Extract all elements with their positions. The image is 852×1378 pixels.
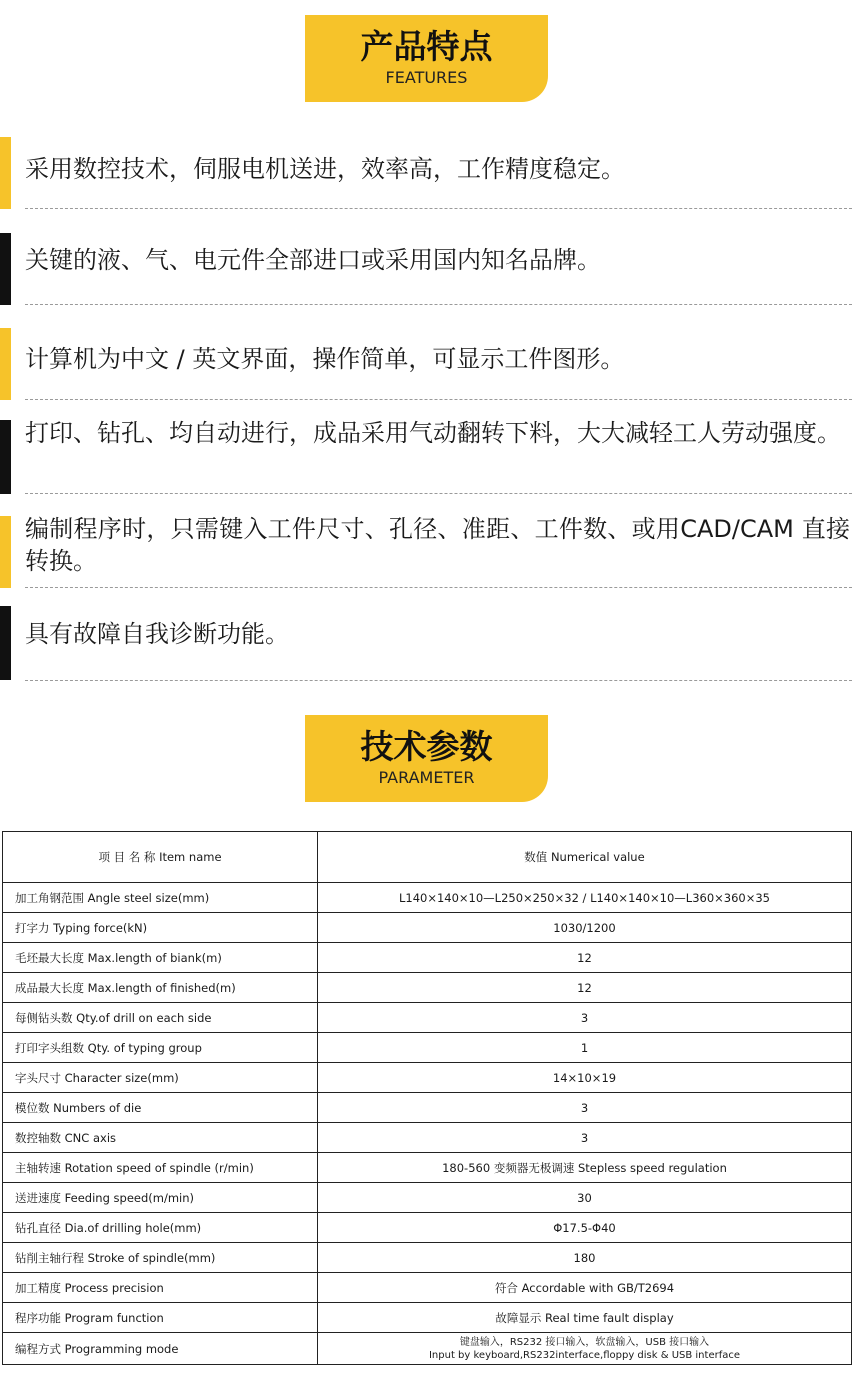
features-title-badge [305,15,548,102]
param-value: 30 [318,1183,852,1213]
header-item-name: 项 目 名 称 Item name [3,832,318,883]
table-row [3,1243,852,1273]
feature-bar [0,420,11,494]
param-item-name: 打印字头组数 Qty. of typing group [3,1033,318,1063]
feature-bar [0,233,11,305]
param-value: 180-560 变频器无极调速 Stepless speed regulation [318,1153,852,1183]
param-value: 12 [318,943,852,973]
feature-text-3: 计算机为中文 / 英文界面，操作简单，可显示工件图形。 [25,345,625,373]
param-item-name: 毛坯最大长度 Max.length of biank(m) [3,943,318,973]
param-value: 故障显示 Real time fault display [318,1303,852,1333]
param-value: 3 [318,1093,852,1123]
feature-text-5: 编制程序时，只需键入工件尺寸、孔径、准距、工件数、或用CAD/CAM 直接转换。 [25,515,850,575]
table-row [3,943,852,973]
param-value: 1030/1200 [318,913,852,943]
table-row [3,883,852,913]
feature-bar [0,328,11,400]
feature-divider [25,587,852,588]
feature-text-1: 采用数控技术，伺服电机送进，效率高，工作精度稳定。 [25,155,625,183]
param-value: 180 [318,1243,852,1273]
table-row [3,1003,852,1033]
parameter-title-en: PARAMETER [378,768,475,787]
feature-divider [25,399,852,400]
feature-item-4 [0,420,852,494]
feature-item-1 [0,137,852,209]
param-value: 3 [318,1003,852,1033]
table-row [3,1333,852,1365]
table-row [3,913,852,943]
table-row [3,1033,852,1063]
parameter-title-badge [305,715,548,802]
feature-bar [0,137,11,209]
feature-divider [25,493,852,494]
param-item-name: 字头尺寸 Character size(mm) [3,1063,318,1093]
table-row [3,1183,852,1213]
table-row [3,1213,852,1243]
param-value [318,1333,852,1365]
param-item-name: 加工精度 Process precision [3,1273,318,1303]
param-item-name: 钻孔直径 Dia.of drilling hole(mm) [3,1213,318,1243]
param-item-name: 编程方式 Programming mode [3,1333,318,1365]
feature-divider [25,304,852,305]
parameter-title-cn: 技术参数 [360,727,493,766]
param-value: Φ17.5-Φ40 [318,1213,852,1243]
feature-item-6 [0,606,852,680]
table-row [3,1153,852,1183]
param-item-name: 钻削主轴行程 Stroke of spindle(mm) [3,1243,318,1273]
param-value: 符合 Accordable with GB/T2694 [318,1273,852,1303]
feature-item-3 [0,328,852,400]
parameter-table [2,831,852,1365]
table-row [3,1063,852,1093]
param-item-name: 程序功能 Program function [3,1303,318,1333]
feature-text-2: 关键的液、气、电元件全部进口或采用国内知名品牌。 [25,246,601,274]
feature-item-5 [0,516,852,588]
features-title-en: FEATURES [385,68,468,87]
param-value-line-cn: 键盘输入，RS232 接口输入，软盘输入，USB 接口输入 [459,1336,710,1348]
table-row [3,1303,852,1333]
feature-bar [0,606,11,680]
param-value-line-en: Input by keyboard,RS232interface,floppy disk & USB interface [428,1349,741,1361]
param-value: 12 [318,973,852,1003]
param-value: 14×10×19 [318,1063,852,1093]
feature-text-4: 打印、钻孔、均自动进行，成品采用气动翻转下料，大大减轻工人劳动强度。 [25,419,841,447]
feature-text-6: 具有故障自我诊断功能。 [25,620,289,648]
param-item-name: 主轴转速 Rotation speed of spindle (r/min) [3,1153,318,1183]
param-item-name: 数控轴数 CNC axis [3,1123,318,1153]
table-header-row [3,832,852,883]
param-value: 3 [318,1123,852,1153]
table-row [3,1093,852,1123]
feature-divider [25,208,852,209]
param-item-name: 成品最大长度 Max.length of finished(m) [3,973,318,1003]
param-item-name: 加工角钢范围 Angle steel size(mm) [3,883,318,913]
table-row [3,1123,852,1153]
param-value: L140×140×10—L250×250×32 / L140×140×10—L360×360×35 [318,883,852,913]
header-value: 数值 Numerical value [318,832,852,883]
feature-divider [25,680,852,681]
table-row [3,1273,852,1303]
table-row [3,973,852,1003]
param-value: 1 [318,1033,852,1063]
feature-bar [0,516,11,588]
param-item-name: 送进速度 Feeding speed(m/min) [3,1183,318,1213]
parameter-table-body [3,832,852,1365]
feature-item-2 [0,233,852,305]
param-item-name: 打字力 Typing force(kN) [3,913,318,943]
param-item-name: 每侧钻头数 Qty.of drill on each side [3,1003,318,1033]
param-item-name: 模位数 Numbers of die [3,1093,318,1123]
features-title-cn: 产品特点 [360,27,493,66]
